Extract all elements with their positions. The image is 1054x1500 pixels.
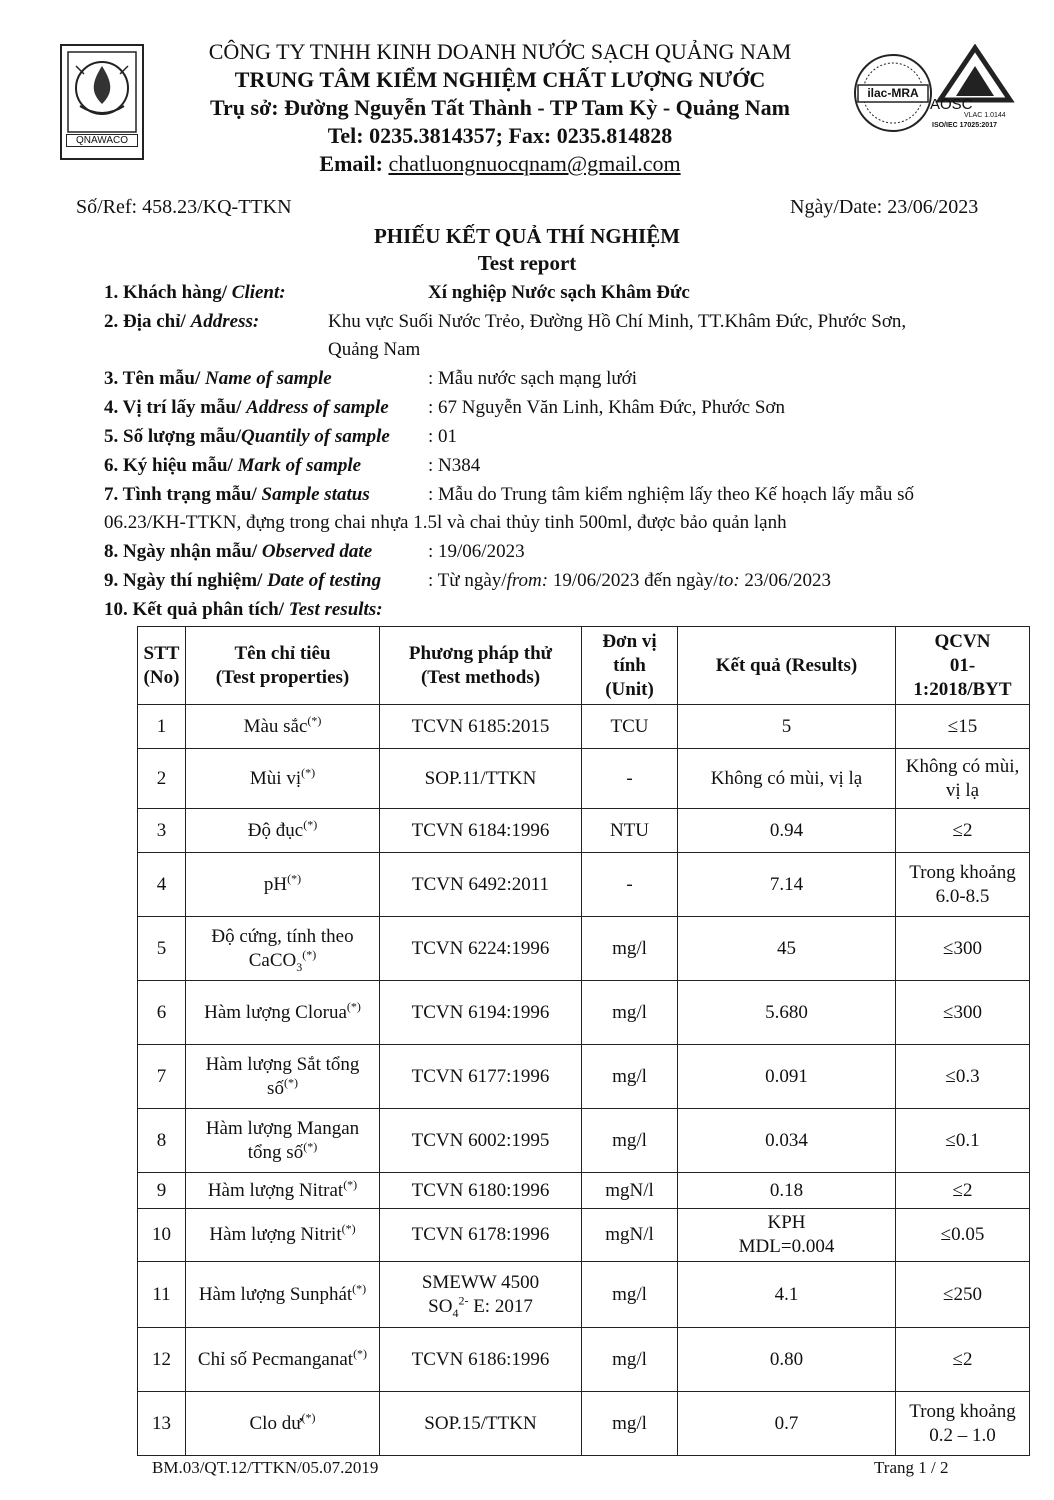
email-link[interactable]: chatluongnuocqnam@gmail.com <box>388 151 681 176</box>
cell-name: Mùi vị(*) <box>186 749 380 809</box>
col-header-stt: STT (No) <box>138 627 186 705</box>
table-row <box>138 1109 1030 1173</box>
sample-status-value: : Mẫu do Trung tâm kiểm nghiệm lấy theo Kế hoạch lấy mẫu số <box>428 484 915 505</box>
sample-name-label-en: Name of sample <box>205 368 332 389</box>
cell-method: SMEWW 4500 $SO_4^{2-}$ E: 2017 <box>380 1262 582 1328</box>
cell-method: TCVN 6178:1996 <box>380 1209 582 1262</box>
cell-method: SOP.15/TTKN <box>380 1392 582 1456</box>
aosc-label: AOSC <box>930 96 973 113</box>
cell-result: 7.14 <box>678 853 896 917</box>
cell-method: TCVN 6002:1995 <box>380 1109 582 1173</box>
testing-to-date: 23/06/2023 <box>739 570 831 591</box>
cell-method: TCVN 6180:1996 <box>380 1173 582 1209</box>
cell-name: Hàm lượng Nitrat(*) <box>186 1173 380 1209</box>
info-testing-date <box>104 567 1004 595</box>
sample-address-value: : 67 Nguyễn Văn Linh, Khâm Đức, Phước Sơn <box>428 397 785 418</box>
testing-date-label-en: Date of testing <box>267 570 382 591</box>
company-name: CÔNG TY TNHH KINH DOANH NƯỚC SẠCH QUẢNG NAM <box>208 39 792 64</box>
contact-email-line <box>150 150 850 178</box>
cell-no: 5 <box>138 917 186 981</box>
cell-limit: ≤2 <box>896 1173 1030 1209</box>
cell-method: TCVN 6186:1996 <box>380 1328 582 1392</box>
results-table <box>137 626 1030 1456</box>
cell-limit: ≤0.05 <box>896 1209 1030 1262</box>
cell-no: 4 <box>138 853 186 917</box>
reference-number: Số/Ref: 458.23/KQ-TTKN <box>76 196 292 218</box>
report-title: PHIẾU KẾT QUẢ THÍ NGHIỆM <box>373 224 681 248</box>
observed-date-value: : 19/06/2023 <box>428 541 525 562</box>
address-label: 2. Địa chỉ/ <box>104 311 191 332</box>
cell-limit: ≤300 <box>896 981 1030 1045</box>
address-value-cont: Quảng Nam <box>328 339 421 360</box>
email-label: Email: <box>319 151 389 176</box>
sample-quantity-label: 5. Số lượng mẫu/ <box>104 426 242 447</box>
report-date: Ngày/Date: 23/06/2023 <box>790 196 979 218</box>
cell-limit: ≤0.1 <box>896 1109 1030 1173</box>
cell-unit: mg/l <box>582 917 678 981</box>
cell-limit: ≤2 <box>896 1328 1030 1392</box>
cell-name: Hàm lượng Mangan tổng số(*) <box>186 1109 380 1173</box>
cell-unit: mg/l <box>582 1262 678 1328</box>
cell-name: Hàm lượng Clorua(*) <box>186 981 380 1045</box>
cell-no: 10 <box>138 1209 186 1262</box>
cell-unit: mg/l <box>582 1392 678 1456</box>
cell-unit: - <box>582 853 678 917</box>
cell-limit: ≤0.3 <box>896 1045 1030 1109</box>
client-label: 1. Khách hàng/ <box>104 282 232 303</box>
cell-result: 45 <box>678 917 896 981</box>
cell-unit: mgN/l <box>582 1173 678 1209</box>
cell-no: 8 <box>138 1109 186 1173</box>
table-row <box>138 981 1030 1045</box>
cell-result: 0.94 <box>678 809 896 853</box>
testing-to-label: to: <box>718 570 740 591</box>
test-results-label: 10. Kết quả phân tích/ <box>104 599 289 620</box>
address-label-en: Address: <box>190 311 260 332</box>
cell-unit: NTU <box>582 809 678 853</box>
col-header-unit: Đơn vị tính (Unit) <box>582 627 678 705</box>
office-address: Trụ sở: Đường Nguyễn Tất Thành - TP Tam Kỳ - Quảng Nam <box>210 95 790 120</box>
sample-quantity-value: : 01 <box>428 426 458 447</box>
sample-status-label: 7. Tình trạng mẫu/ <box>104 484 262 505</box>
contact-phone: Tel: 0235.3814357; Fax: 0235.814828 <box>327 123 673 148</box>
cell-limit: ≤15 <box>896 705 1030 749</box>
cell-method: TCVN 6492:2011 <box>380 853 582 917</box>
sample-status-value-cont: 06.23/KH-TTKN, đựng trong chai nhựa 1.5l và chai thủy tinh 500ml, được bảo quản lạnh <box>104 512 787 533</box>
cell-result: 0.091 <box>678 1045 896 1109</box>
cell-no: 3 <box>138 809 186 853</box>
logo-caption: QNAWACO <box>66 134 138 147</box>
info-test-results <box>104 596 1004 624</box>
table-row <box>138 749 1030 809</box>
client-label-en: Client: <box>231 282 286 303</box>
cell-method: TCVN 6184:1996 <box>380 809 582 853</box>
cell-name: Màu sắc(*) <box>186 705 380 749</box>
aosc-mark <box>930 44 1020 140</box>
sample-status-label-en: Sample status <box>261 484 370 505</box>
cell-result: KPH MDL=0.004 <box>678 1209 896 1262</box>
cell-no: 13 <box>138 1392 186 1456</box>
report-subtitle: Test report <box>477 251 577 275</box>
table-row <box>138 809 1030 853</box>
cell-unit: TCU <box>582 705 678 749</box>
cell-name: Clo dư(*) <box>186 1392 380 1456</box>
info-observed-date <box>104 538 1004 566</box>
cell-result: 0.18 <box>678 1173 896 1209</box>
cell-limit: Trong khoảng 0.2 – 1.0 <box>896 1392 1030 1456</box>
cell-result: 0.034 <box>678 1109 896 1173</box>
ilac-mra-mark <box>852 52 934 134</box>
cell-no: 1 <box>138 705 186 749</box>
cell-name: Hàm lượng Nitrit(*) <box>186 1209 380 1262</box>
info-sample-name <box>104 365 1004 393</box>
testing-from-prefix: : Từ ngày/ <box>428 570 507 591</box>
client-value: Xí nghiệp Nước sạch Khâm Đức <box>428 282 690 303</box>
table-row <box>138 853 1030 917</box>
cell-result: 0.7 <box>678 1392 896 1456</box>
sample-name-label: 3. Tên mẫu/ <box>104 368 206 389</box>
cell-no: 9 <box>138 1173 186 1209</box>
cell-name: pH(*) <box>186 853 380 917</box>
info-address <box>104 308 1004 336</box>
cell-result: 5 <box>678 705 896 749</box>
col-header-method: Phương pháp thử (Test methods) <box>380 627 582 705</box>
table-row <box>138 1173 1030 1209</box>
info-sample-status <box>104 481 1004 509</box>
cell-result: Không có mùi, vị lạ <box>678 749 896 809</box>
cell-no: 11 <box>138 1262 186 1328</box>
sample-mark-value: : N384 <box>428 455 481 476</box>
cell-name: Hàm lượng Sắt tổng số(*) <box>186 1045 380 1109</box>
vilas-code: VLAC 1.0144 <box>964 112 1006 119</box>
cell-limit: ≤2 <box>896 809 1030 853</box>
cell-limit: ≤300 <box>896 917 1030 981</box>
sample-address-label-en: Address of sample <box>246 397 389 418</box>
observed-date-label-en: Observed date <box>261 541 373 562</box>
table-row <box>138 705 1030 749</box>
info-client <box>104 279 1004 307</box>
table-row <box>138 1045 1030 1109</box>
cell-name: Hàm lượng Sunphát(*) <box>186 1262 380 1328</box>
cell-unit: mg/l <box>582 1109 678 1173</box>
cell-method: TCVN 6224:1996 <box>380 917 582 981</box>
sample-name-value: : Mẫu nước sạch mạng lưới <box>428 368 638 389</box>
testing-from-label: from: <box>506 570 549 591</box>
ilac-label: ilac-MRA <box>867 86 919 100</box>
cell-unit: mg/l <box>582 981 678 1045</box>
cell-no: 6 <box>138 981 186 1045</box>
cell-limit: ≤250 <box>896 1262 1030 1328</box>
sample-quantity-label-en: Quantily of sample <box>241 426 390 447</box>
col-header-name: Tên chỉ tiêu (Test properties) <box>186 627 380 705</box>
table-header-row <box>138 627 1030 705</box>
col-header-limit: QCVN 01- 1:2018/BYT <box>896 627 1030 705</box>
testing-to-prefix: 19/06/2023 đến ngày/ <box>548 570 719 591</box>
observed-date-label: 8. Ngày nhận mẫu/ <box>104 541 262 562</box>
table-row <box>138 917 1030 981</box>
cell-limit: Không có mùi, vị lạ <box>896 749 1030 809</box>
cell-method: TCVN 6177:1996 <box>380 1045 582 1109</box>
cell-method: SOP.11/TTKN <box>380 749 582 809</box>
testing-date-label: 9. Ngày thí nghiệm/ <box>104 570 268 591</box>
aosc-triangle-icon <box>930 44 1020 104</box>
form-code: BM.03/QT.12/TTKN/05.07.2019 <box>152 1458 379 1477</box>
col-header-result: Kết quả (Results) <box>678 627 896 705</box>
cell-result: 0.80 <box>678 1328 896 1392</box>
table-row <box>138 1328 1030 1392</box>
cell-no: 12 <box>138 1328 186 1392</box>
address-value: Khu vực Suối Nước Trẻo, Đường Hồ Chí Minh, TT.Khâm Đức, Phước Sơn, <box>328 311 907 332</box>
sample-mark-label: 6. Ký hiệu mẫu/ <box>104 455 238 476</box>
testing-date-value <box>428 567 831 595</box>
info-sample-address <box>104 394 1004 422</box>
cell-result: 5.680 <box>678 981 896 1045</box>
cell-limit: Trong khoảng 6.0-8.5 <box>896 853 1030 917</box>
sample-address-label: 4. Vị trí lấy mẫu/ <box>104 397 247 418</box>
info-sample-mark <box>104 452 1004 480</box>
cell-name: Độ cứng, tính theo CaCO$_3$(*) <box>186 917 380 981</box>
iso-standard: ISO/IEC 17025:2017 <box>932 122 997 129</box>
cell-method: TCVN 6185:2015 <box>380 705 582 749</box>
cell-name: Độ đục(*) <box>186 809 380 853</box>
cell-no: 7 <box>138 1045 186 1109</box>
table-row <box>138 1209 1030 1262</box>
cell-no: 2 <box>138 749 186 809</box>
table-row <box>138 1262 1030 1328</box>
info-sample-quantity <box>104 423 1004 451</box>
cell-unit: - <box>582 749 678 809</box>
page-number: Trang 1 / 2 <box>874 1458 949 1477</box>
cell-result: 4.1 <box>678 1262 896 1328</box>
cell-unit: mg/l <box>582 1045 678 1109</box>
test-results-label-en: Test results: <box>288 599 383 620</box>
center-name: TRUNG TÂM KIỂM NGHIỆM CHẤT LƯỢNG NƯỚC <box>234 67 766 92</box>
sample-mark-label-en: Mark of sample <box>237 455 362 476</box>
cell-unit: mgN/l <box>582 1209 678 1262</box>
company-logo <box>60 44 144 160</box>
cell-unit: mg/l <box>582 1328 678 1392</box>
table-row <box>138 1392 1030 1456</box>
cell-name: Chỉ số Pecmanganat(*) <box>186 1328 380 1392</box>
cell-method: TCVN 6194:1996 <box>380 981 582 1045</box>
